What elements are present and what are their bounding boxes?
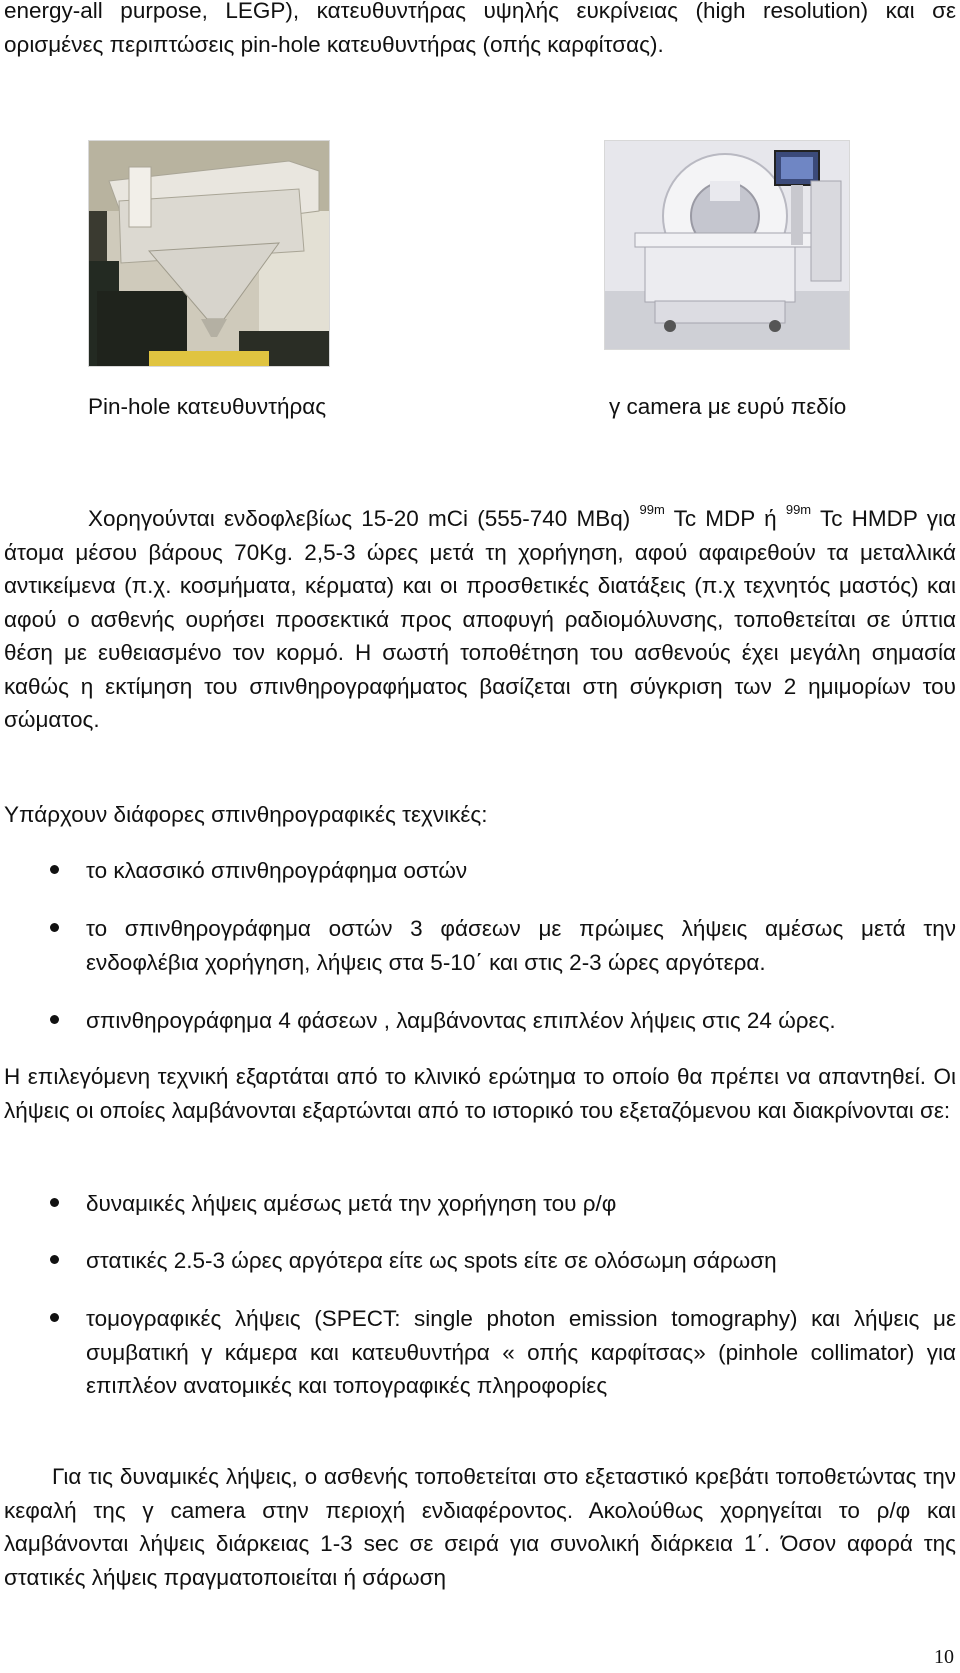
dynamic-acquisition-text: Για τις δυναμικές λήψεις, ο ασθενής τοποθετείται στο εξεταστικό κρεβάτι τοποθετώντας την κεφαλή της γ camera στην περιοχή ενδιαφέροντος. Ακολούθως χορηγείται το ρ/φ και λαμβάνονται λήψεις διάρκειας 1-3 sec σε σειρά για συνολική διάρκεια 1΄. Όσον αφορά της στατικές λήψεις πραγματοποιείται ή σάρωση (4, 1464, 956, 1590)
list-item-text: τομογραφικές λήψεις (SPECT: single photon emission tomography) και λήψεις με συμβατική γ κάμερα και κατευθυντήρα « οπής καρφίτσας» (pinhole collimator) για επιπλέον ανατομικές και τοπογραφικές πληροφορίες (86, 1306, 956, 1398)
list-item (50, 1244, 956, 1278)
list-item (50, 912, 956, 979)
list-item-text: δυναμικές λήψεις αμέσως μετά την χορήγηση του ρ/φ (86, 1191, 617, 1216)
list-item-text: στατικές 2.5-3 ώρες αργότερα είτε ως spots είτε σε ολόσωμη σάρωση (86, 1248, 777, 1273)
techniques-intro: Υπάρχουν διάφορες σπινθηρογραφικές τεχνικές: (4, 802, 488, 827)
list-item-text: σπινθηρογράφημα 4 φάσεων , λαμβάνοντας επιπλέον λήψεις στις 24 ώρες. (86, 1008, 836, 1033)
dose-text-part3: Tc HMDP για άτομα μέσου βάρους 70Kg. 2,5-3 ώρες μετά τη χορήγηση, αφού αφαιρεθούν τα μεταλλικά αντικείμενα (π.χ. κοσμήματα, κέρματα) και οι προσθετικές διατάξεις (π.χ τεχνητός μαστός) και αφού ο ασθενής ουρήσει προσεκτικά προς αποφυγή ραδιομόλυνσης, τοποθετείται σε ύπτια θέση με ευθειασμένο τον κορμό. Η σωστή τοποθέτηση του ασθενούς έχει μεγάλη σημασία καθώς η εκτίμηση του σπινθηρογραφήματος βασίζεται στη σύγκριση των 2 ημιμορίων του σώματος. (4, 506, 956, 732)
bullet-icon (50, 1198, 59, 1207)
list-item-text: το κλασσικό σπινθηρογράφημα οστών (86, 858, 468, 883)
list-item (50, 854, 956, 888)
list-item (50, 1187, 956, 1221)
bullet-icon (50, 865, 59, 874)
bullet-icon (50, 1015, 59, 1024)
dose-text-part2: Tc MDP ή (664, 506, 786, 531)
bullet-icon (50, 1255, 59, 1264)
list-item-text: το σπινθηρογράφημα οστών 3 φάσεων με πρώιμες λήψεις αμέσως μετά την ενδοφλέβια χορήγηση, λήψεις στα 5-10΄ και στις 2-3 ώρες αργότερα. (86, 916, 956, 975)
figure-caption-left: Pin-hole κατευθυντήρας (88, 394, 327, 419)
isotope-superscript-2: 99m (785, 502, 812, 517)
pinhole-collimator-photo (88, 140, 330, 367)
page-number: 10 (934, 1646, 954, 1668)
bullet-icon (50, 923, 59, 932)
gamma-camera-photo (604, 140, 850, 350)
bullet-icon (50, 1313, 59, 1322)
list-item (50, 1004, 956, 1038)
pinhole-collimator-illustration (89, 141, 329, 366)
technique-choice-paragraph: Η επιλεγόμενη τεχνική εξαρτάται από το κλινικό ερώτημα το οποίο θα πρέπει να απαντηθεί. Οι λήψεις οι οποίες λαμβάνονται εξαρτώνται από το ιστορικό του εξεταζόμενου και διακρίνονται σε: (4, 1064, 956, 1123)
isotope-superscript-1: 99m (639, 502, 665, 517)
list-item (50, 1302, 956, 1403)
gamma-camera-illustration (605, 141, 849, 349)
figure-caption-right: γ camera με ευρύ πεδίο (609, 394, 847, 419)
dose-text-part1: Χορηγούνται ενδοφλεβίως 15-20 mCi (555-740 MBq) (88, 506, 640, 531)
dose-paragraph (4, 502, 956, 737)
dynamic-acquisition-paragraph (4, 1460, 956, 1594)
intro-paragraph: energy-all purpose, LEGP), κατευθυντήρας υψηλής ευκρίνειας (high resolution) και σε ορισμένες περιπτώσεις pin-hole κατευθυντήρας (οπής καρφίτσας). (4, 0, 956, 57)
